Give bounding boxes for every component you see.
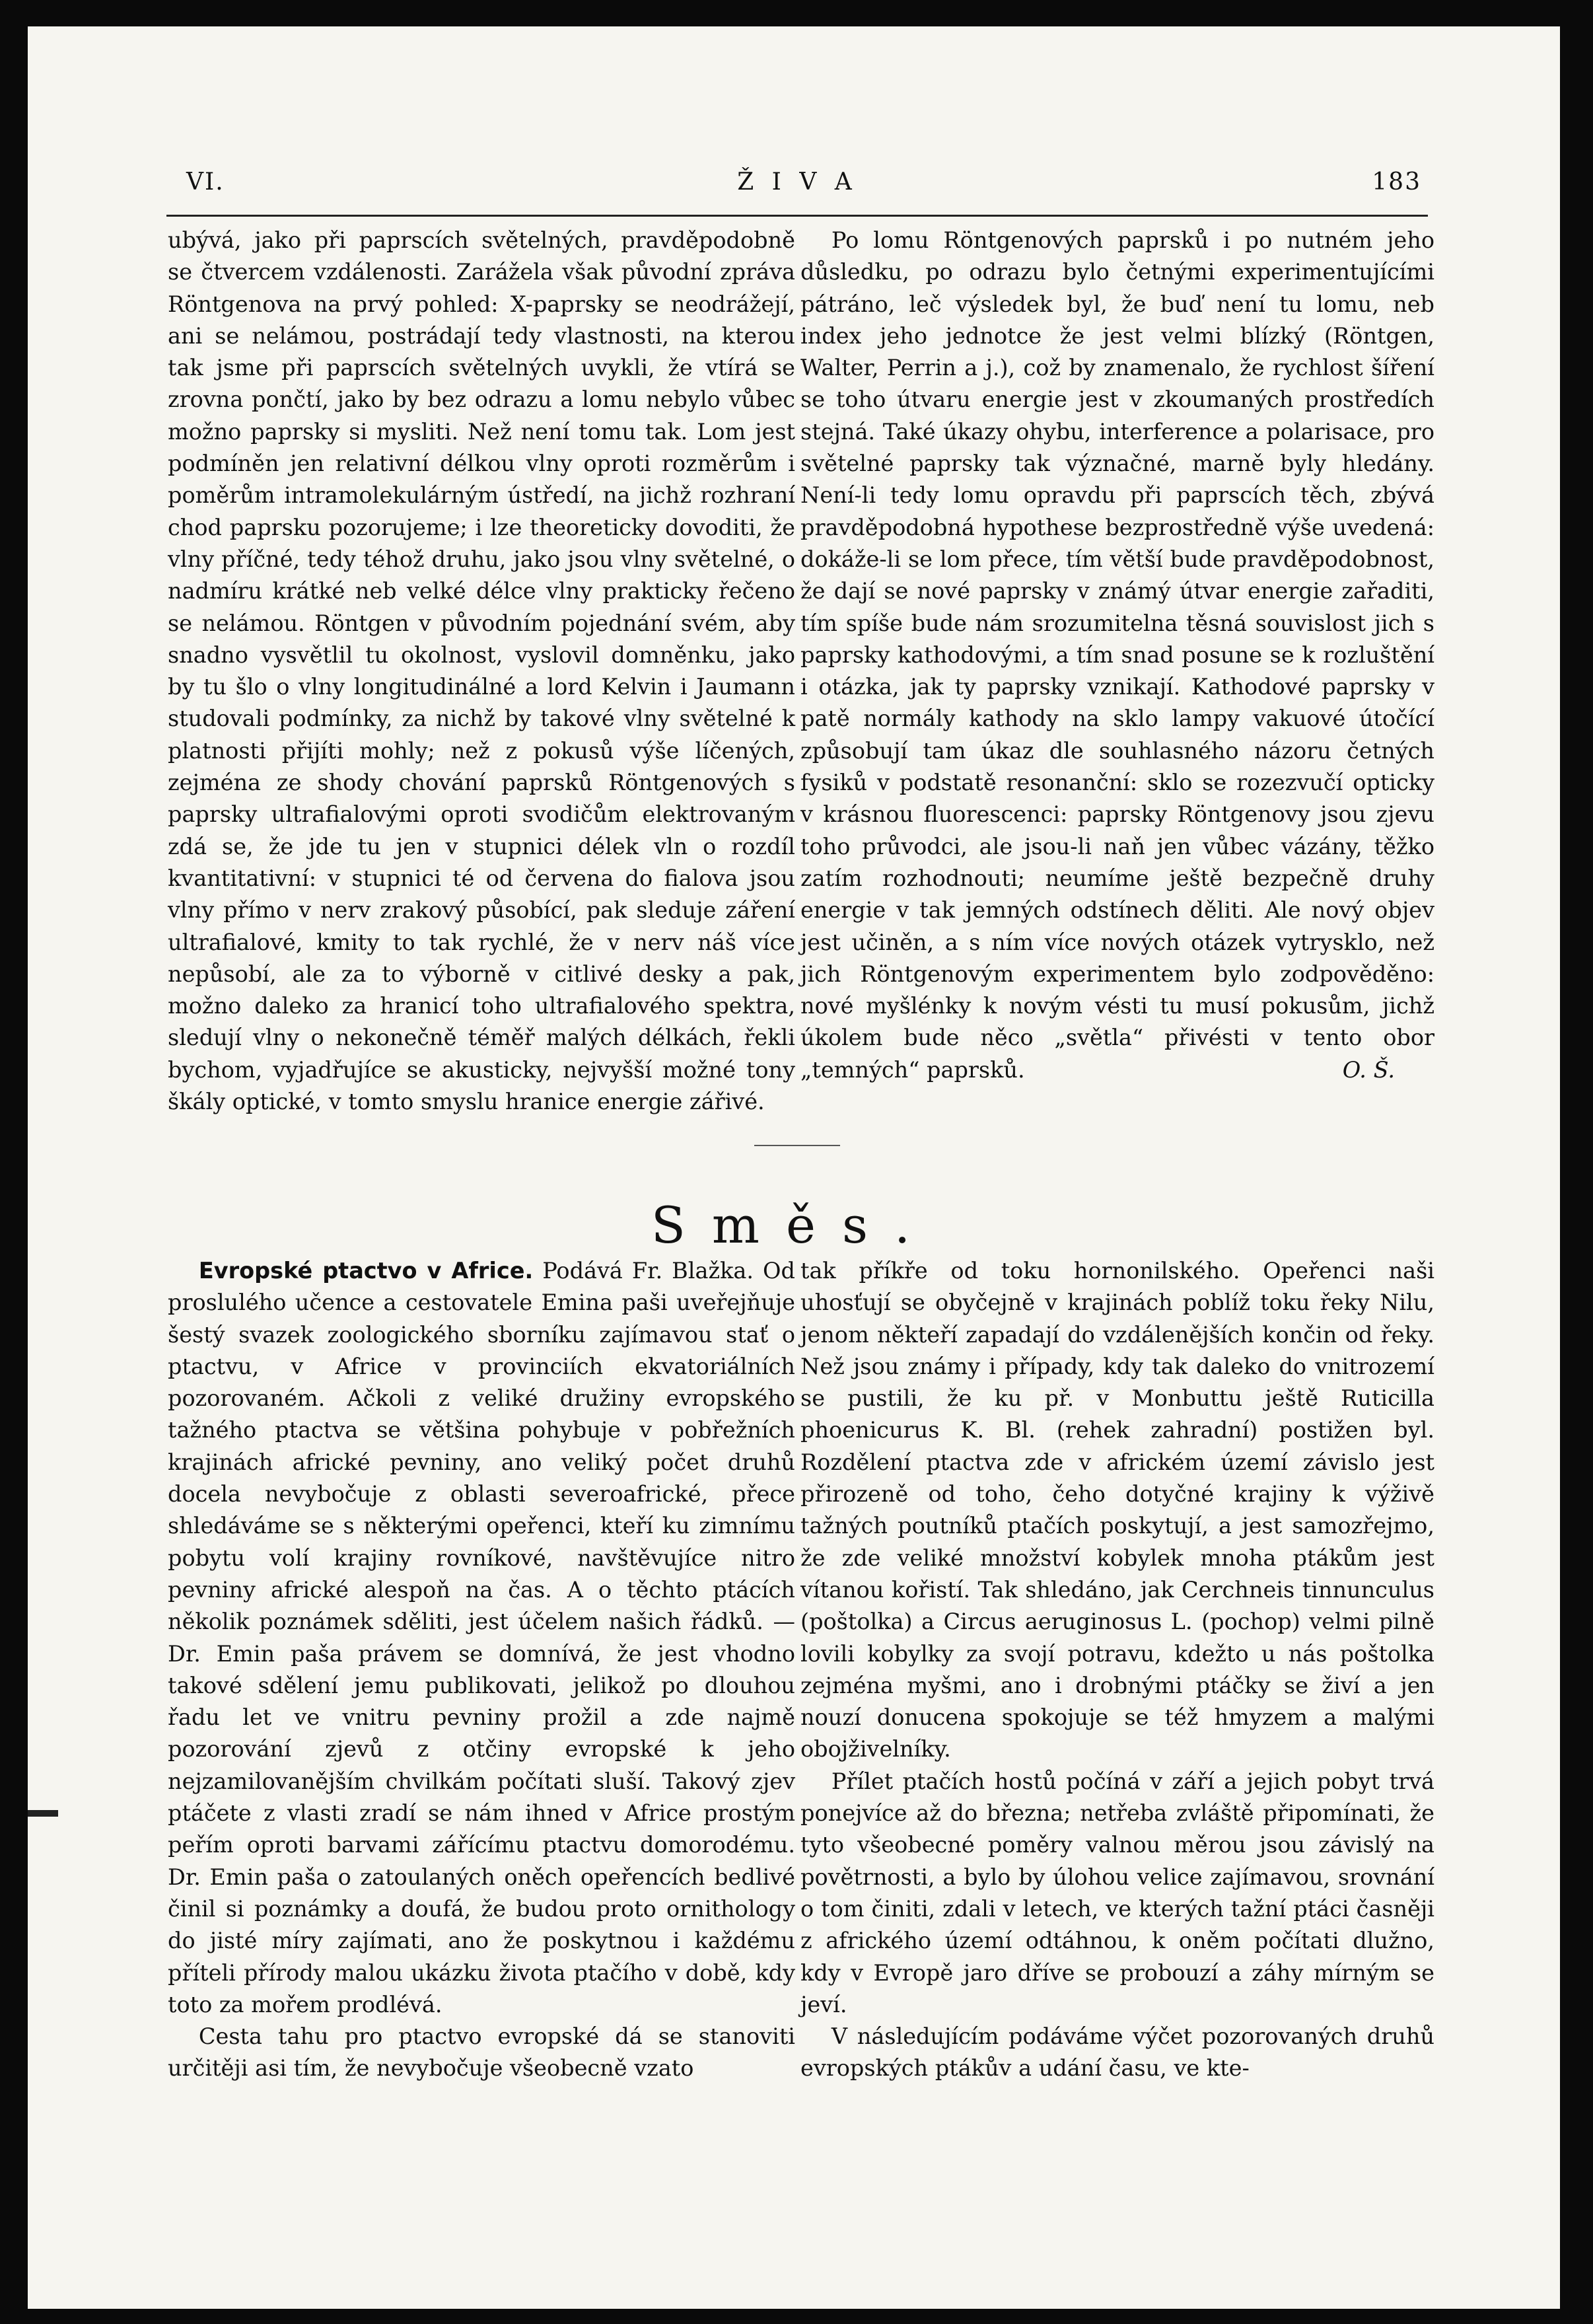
article-column-right <box>800 225 1434 1086</box>
news-paragraph-5: V následujícím podáváme výčet pozorovaných druhů evropských ptákův a udání času, ve kte- <box>800 2023 1434 2082</box>
scan-edge-mark <box>28 1810 58 1817</box>
news-paragraph-1 <box>168 1255 795 2021</box>
volume-number: VI. <box>186 168 225 196</box>
journal-title: Ž I V A <box>737 168 857 196</box>
running-header <box>166 142 1428 217</box>
news-paragraph-2: Cesta tahu pro ptactvo evropské dá se stanoviti určitěji asi tím, že nevybočuje všeobecně vzato <box>168 2023 795 2082</box>
article-text-right: Po lomu Röntgenových paprsků i po nutném jeho důsledku, po odrazu bylo četnými experimentujícími pátráno, leč výsledek byl, že buď není tu lomu, neb index jeho jednotce že jest velmi blízký (Röntgen, Walter, Perrin a j.), což by znamenalo, že rychlost šíření se toho útvaru energie jest v zkoumaných prostředích stejná. Také úkazy ohybu, interference a polarisace, pro světelné paprsky tak význačné, marně byly hledány. Není-li tedy lomu opravdu při paprscích těch, zbývá pravděpodobná hypothese bezprostředně výše uvedená: dokáže-li se lom přece, tím větší bude pravděpodobnost, že dají se nové paprsky v známý útvar energie zařaditi, tím spíše bude nám srozumitelna těsná souvislost jich s paprsky kathodovými, a tím snad posune se k rozluštění i otázka, jak ty paprsky vznikají. Kathodové paprsky v patě normály kathody na sklo lampy vakuové útočící způsobují tam úkaz dle souhlasného názoru četných fysiků v podstatě resonanční: sklo se rozezvučí opticky v krásnou fluorescenci: paprsky Röntgenovy jsou zjevu toho průvodci, ale jsou-li naň jen vůbec vázány, těžko zatím rozhodnouti; neumíme ještě bezpečně druhy energie v tak jemných odstínech děliti. Ale nový objev jest učiněn, a s ním více nových otázek vytrysklo, než jich Röntgenovým experimentem bylo zodpověděno: nové myšlénky k novým vésti tu musí pokusům, jichž úkolem bude něco „světla“ přivésti v tento obor „temných“ paprsků. <box>800 227 1434 1083</box>
news-column-left <box>168 1255 795 2085</box>
news-paragraph-3: tak příkře od toku hornonilského. Opeřenci naši uhosťují se obyčejně v krajinách poblíž toku řeky Nilu, jenom někteří zapadají do vzdálenějších končin od řeky. Než jsou známy i případy, kdy tak daleko do vnitrozemí se pustili, že ku př. v Monbuttu ještě Ruticilla phoenicurus K. Bl. (rehek zahradní) postižen byl. Rozdělení ptactva zde v africkém území závislo jest přirozeně od toho, čeho dotyčné krajiny k výživě tažných poutníků ptačích poskytují, a jest samozřejmo, že zde veliké množství kobylek mnoha ptákům jest vítanou kořistí. Tak shledáno, jak Cerchneis tinnunculus (poštolka) a Circus aeruginosus L. (pochop) velmi pilně lovili kobylky za svojí potravu, kdežto u nás poštolka zejména myšmi, ano i drobnými ptáčky se živí a jen nouzí donucena spokojuje se též hmyzem a malými obojživelníky. <box>800 1258 1434 1762</box>
article-text-left: ubývá, jako při paprscích světelných, pravděpodobně se čtvercem vzdálenosti. Zarážela však původní zpráva Röntgenova na prvý pohled: X-paprsky se neodrážejí, ani se nelámou, postrádají tedy vlastnosti, na kterou tak jsme při paprscích světelných uvykli, že vtírá se zrovna pončtí, jako by bez odrazu a lomu nebylo vůbec možno paprsky si mysliti. Než není tomu tak. Lom jest podmíněn jen relativní délkou vlny oproti rozměrům i poměrům intramolekulárným ústředí, na jichž rozhraní chod paprsku pozorujeme; i lze theoreticky dovoditi, že vlny příčné, tedy téhož druhu, jako jsou vlny světelné, o nadmíru krátké neb velké délce vlny prakticky řečeno se nelámou. Röntgen v původním pojednání svém, aby snadno vysvětlil tu okolnost, vyslovil domněnku, jako by tu šlo o vlny longitudinálné a lord Kelvin i Jaumann studovali podmínky, za nichž by takové vlny světelné k platnosti přijíti mohly; než z pokusů výše líčených, zejména ze shody chování paprsků Röntgenových s paprsky ultrafialovými oproti svodičům elektrovaným zdá se, že jde tu jen v stupnici délek vln o rozdíl kvantitativní: v stupnici té od červena do fialova jsou vlny přímo v nerv zrakový působící, pak sleduje záření ultrafialové, kmity to tak rychlé, že v nerv náš více nepůsobí, ale za to výborně v citlivé desky a pak, možno daleko za hranicí toho ultrafialového spektra, sledují vlny o nekonečně téměř malých délkách, řekli bychom, vyjadřujíce se akusticky, nejvyšší možné tony škály optické, v tomto smyslu hranice energie zářivé. <box>168 227 795 1115</box>
author-signature: O. Š. <box>1342 1057 1395 1083</box>
news-title: Evropské ptactvo v Africe. <box>198 1258 534 1284</box>
news-byline: Podává Fr. Blažka. <box>542 1258 754 1284</box>
article-separator <box>754 1145 840 1146</box>
article-column-left <box>168 225 795 1118</box>
news-paragraph-4: Přílet ptačích hostů počíná v září a jejich pobyt trvá ponejvíce až do března; netřeba zvláště připomínati, že tyto všeobecné poměry valnou měrou jsou závislý na povětrnosti, a bylo by úlohou velice zajímavou, srovnání o tom činiti, zdali v letech, ve kterých tažní ptáci časněji z afrického území odtáhnou, k oněm počítati dlužno, kdy v Evropě jaro dříve se probouzí a záhy mírným se jeví. <box>800 1768 1434 2017</box>
section-title: Směs. <box>651 1196 937 1254</box>
page <box>28 26 1560 2309</box>
page-number: 183 <box>1372 168 1421 196</box>
news-body: Od proslulého učence a cestovatele Emina paši uveřejňuje šestý svazek zoologického sborníku zajímavou stať o ptactvu, v Africe v provinciích ekvatoriálních pozorovaném. Ačkoli z veliké družiny evropského tažného ptactva se většina pohybuje v pobřežních krajinách africké pevniny, ano veliký počet druhů docela nevybočuje z oblasti severoafrické, přece shledáváme se s některými opeřenci, kteří ku zimnímu pobytu volí krajiny rovníkové, navštěvujíce nitro pevniny africké alespoň na čas. A o těchto ptácích několik poznámek sděliti, jest účelem našich řádků. — Dr. Emin paša právem se domnívá, že jest vhodno takové sdělení jemu publikovati, jelikož po dlouhou řadu let ve vnitru pevniny prožil a zde najmě pozorování zjevů z otčiny evropské k jeho nejzamilovanějším chvilkám počítati sluší. Takový zjev ptáčete z vlasti zradí se nám ihned v Africe prostým peřím oproti barvami zářícímu ptactvu domorodému. Dr. Emin paša o zatoulaných oněch opeřencích bedlivé činil si poznámky a doufá, že budou proto ornithology do jisté míry zajímati, ano že poskytnou i každému příteli přírody malou ukázku života ptačího v době, kdy toto za mořem prodlévá. <box>168 1258 795 2017</box>
news-column-right <box>800 1255 1434 2085</box>
